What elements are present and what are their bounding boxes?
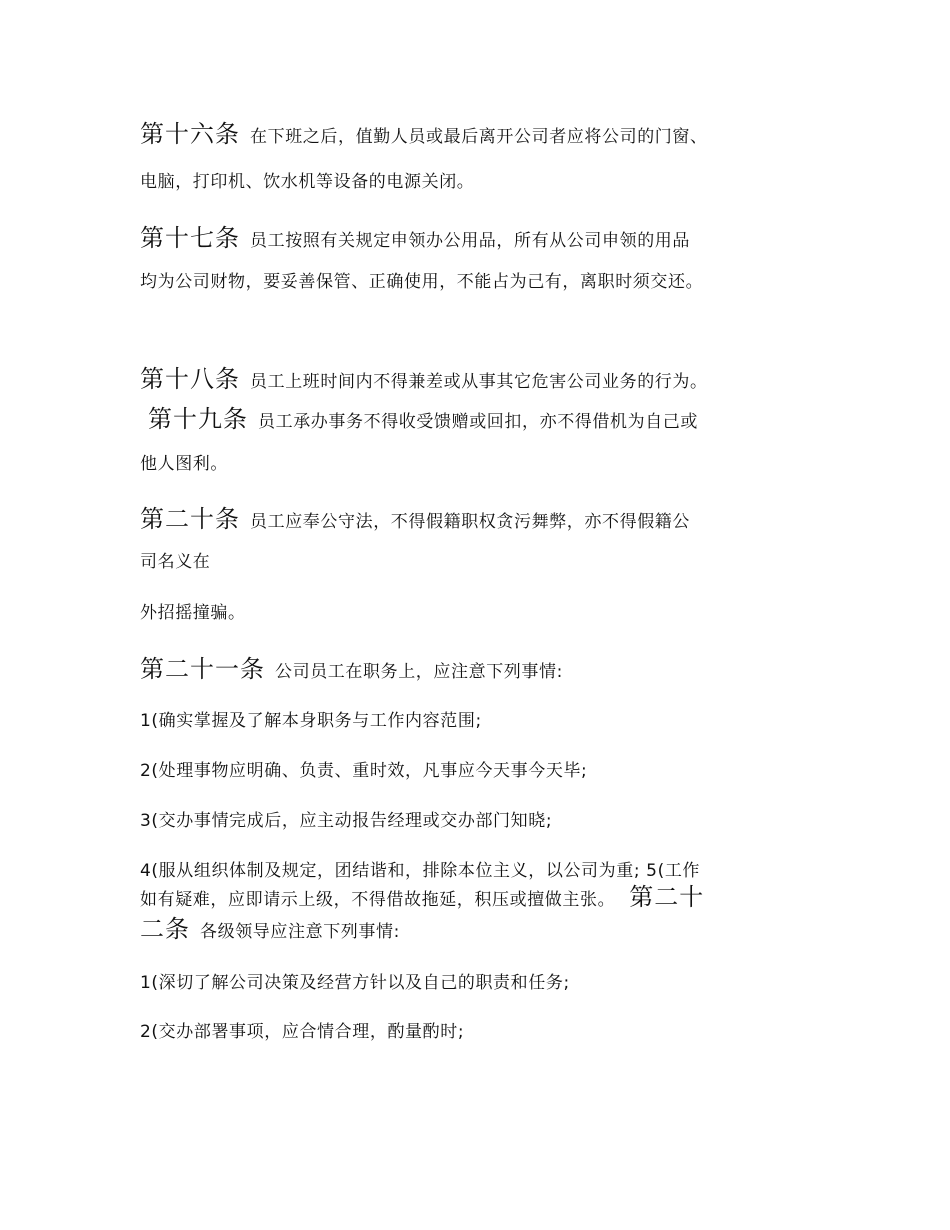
article-16-heading: 第十六条	[140, 120, 240, 148]
article-16-text-1: 在下班之后，值勤人员或最后离开公司者应将公司的门窗、	[250, 127, 708, 147]
article-22-heading-part-2: 二条	[140, 915, 190, 943]
article-22-line-1	[140, 916, 830, 945]
article-22-item-2: 2(交办部署事项，应合情合理，酌量酌时;	[140, 1022, 465, 1042]
article-19-heading: 第十九条	[148, 405, 248, 433]
article-18-heading: 第十八条	[140, 365, 240, 393]
article-22-item-1: 1(深切了解公司决策及经营方针以及自己的职责和任务;	[140, 973, 570, 993]
article-21-item-4: 4(服从组织体制及规定，团结谐和，排除本位主义，以公司为重; 5(工作	[140, 861, 701, 881]
article-21-item-5-line	[140, 885, 830, 912]
article-21-item-5: 如有疑难，应即请示上级，不得借故拖延，积压或擅做主张。	[140, 890, 616, 910]
article-16-text-2: 电脑，打印机、饮水机等设备的电源关闭。	[140, 172, 475, 192]
article-21-item-2: 2(处理事物应明确、负责、重时效，凡事应今天事今天毕;	[140, 761, 588, 781]
article-18-text-1: 员工上班时间内不得兼差或从事其它危害公司业务的行为。	[250, 372, 708, 392]
article-19-text-2: 他人图利。	[140, 454, 228, 474]
article-17-heading: 第十七条	[140, 224, 240, 252]
article-20-text-2: 司名义在	[140, 552, 211, 572]
article-20-heading: 第二十条	[140, 505, 240, 533]
article-22-heading-part-1: 第二十	[629, 883, 705, 911]
article-19-text-1: 员工承办事务不得收受馈赠或回扣，亦不得借机为自己或	[258, 412, 698, 432]
article-20-text-1: 员工应奉公守法，不得假籍职权贪污舞弊，亦不得假籍公	[250, 512, 690, 532]
article-17-text-2: 均为公司财物，要妥善保管、正确使用，不能占为己有，离职时须交还。	[140, 272, 704, 292]
article-20-text-3: 外招摇撞骗。	[140, 603, 246, 623]
article-21-intro: 公司员工在职务上，应注意下列事情:	[275, 662, 563, 682]
article-17-text-1: 员工按照有关规定申领办公用品，所有从公司申领的用品	[250, 231, 690, 251]
article-16-line-1	[140, 121, 830, 150]
article-21-heading: 第二十一条	[140, 655, 265, 683]
article-22-intro: 各级领导应注意下列事情:	[200, 922, 400, 942]
article-17-line-1	[140, 225, 830, 254]
article-21-item-1: 1(确实掌握及了解本身职务与工作内容范围;	[140, 711, 482, 731]
article-19-line-1	[148, 406, 838, 435]
article-21-line-1	[140, 656, 830, 685]
article-21-item-3: 3(交办事情完成后，应主动报告经理或交办部门知晓;	[140, 811, 553, 831]
article-18-line-1	[140, 366, 830, 395]
article-20-line-1	[140, 506, 830, 535]
